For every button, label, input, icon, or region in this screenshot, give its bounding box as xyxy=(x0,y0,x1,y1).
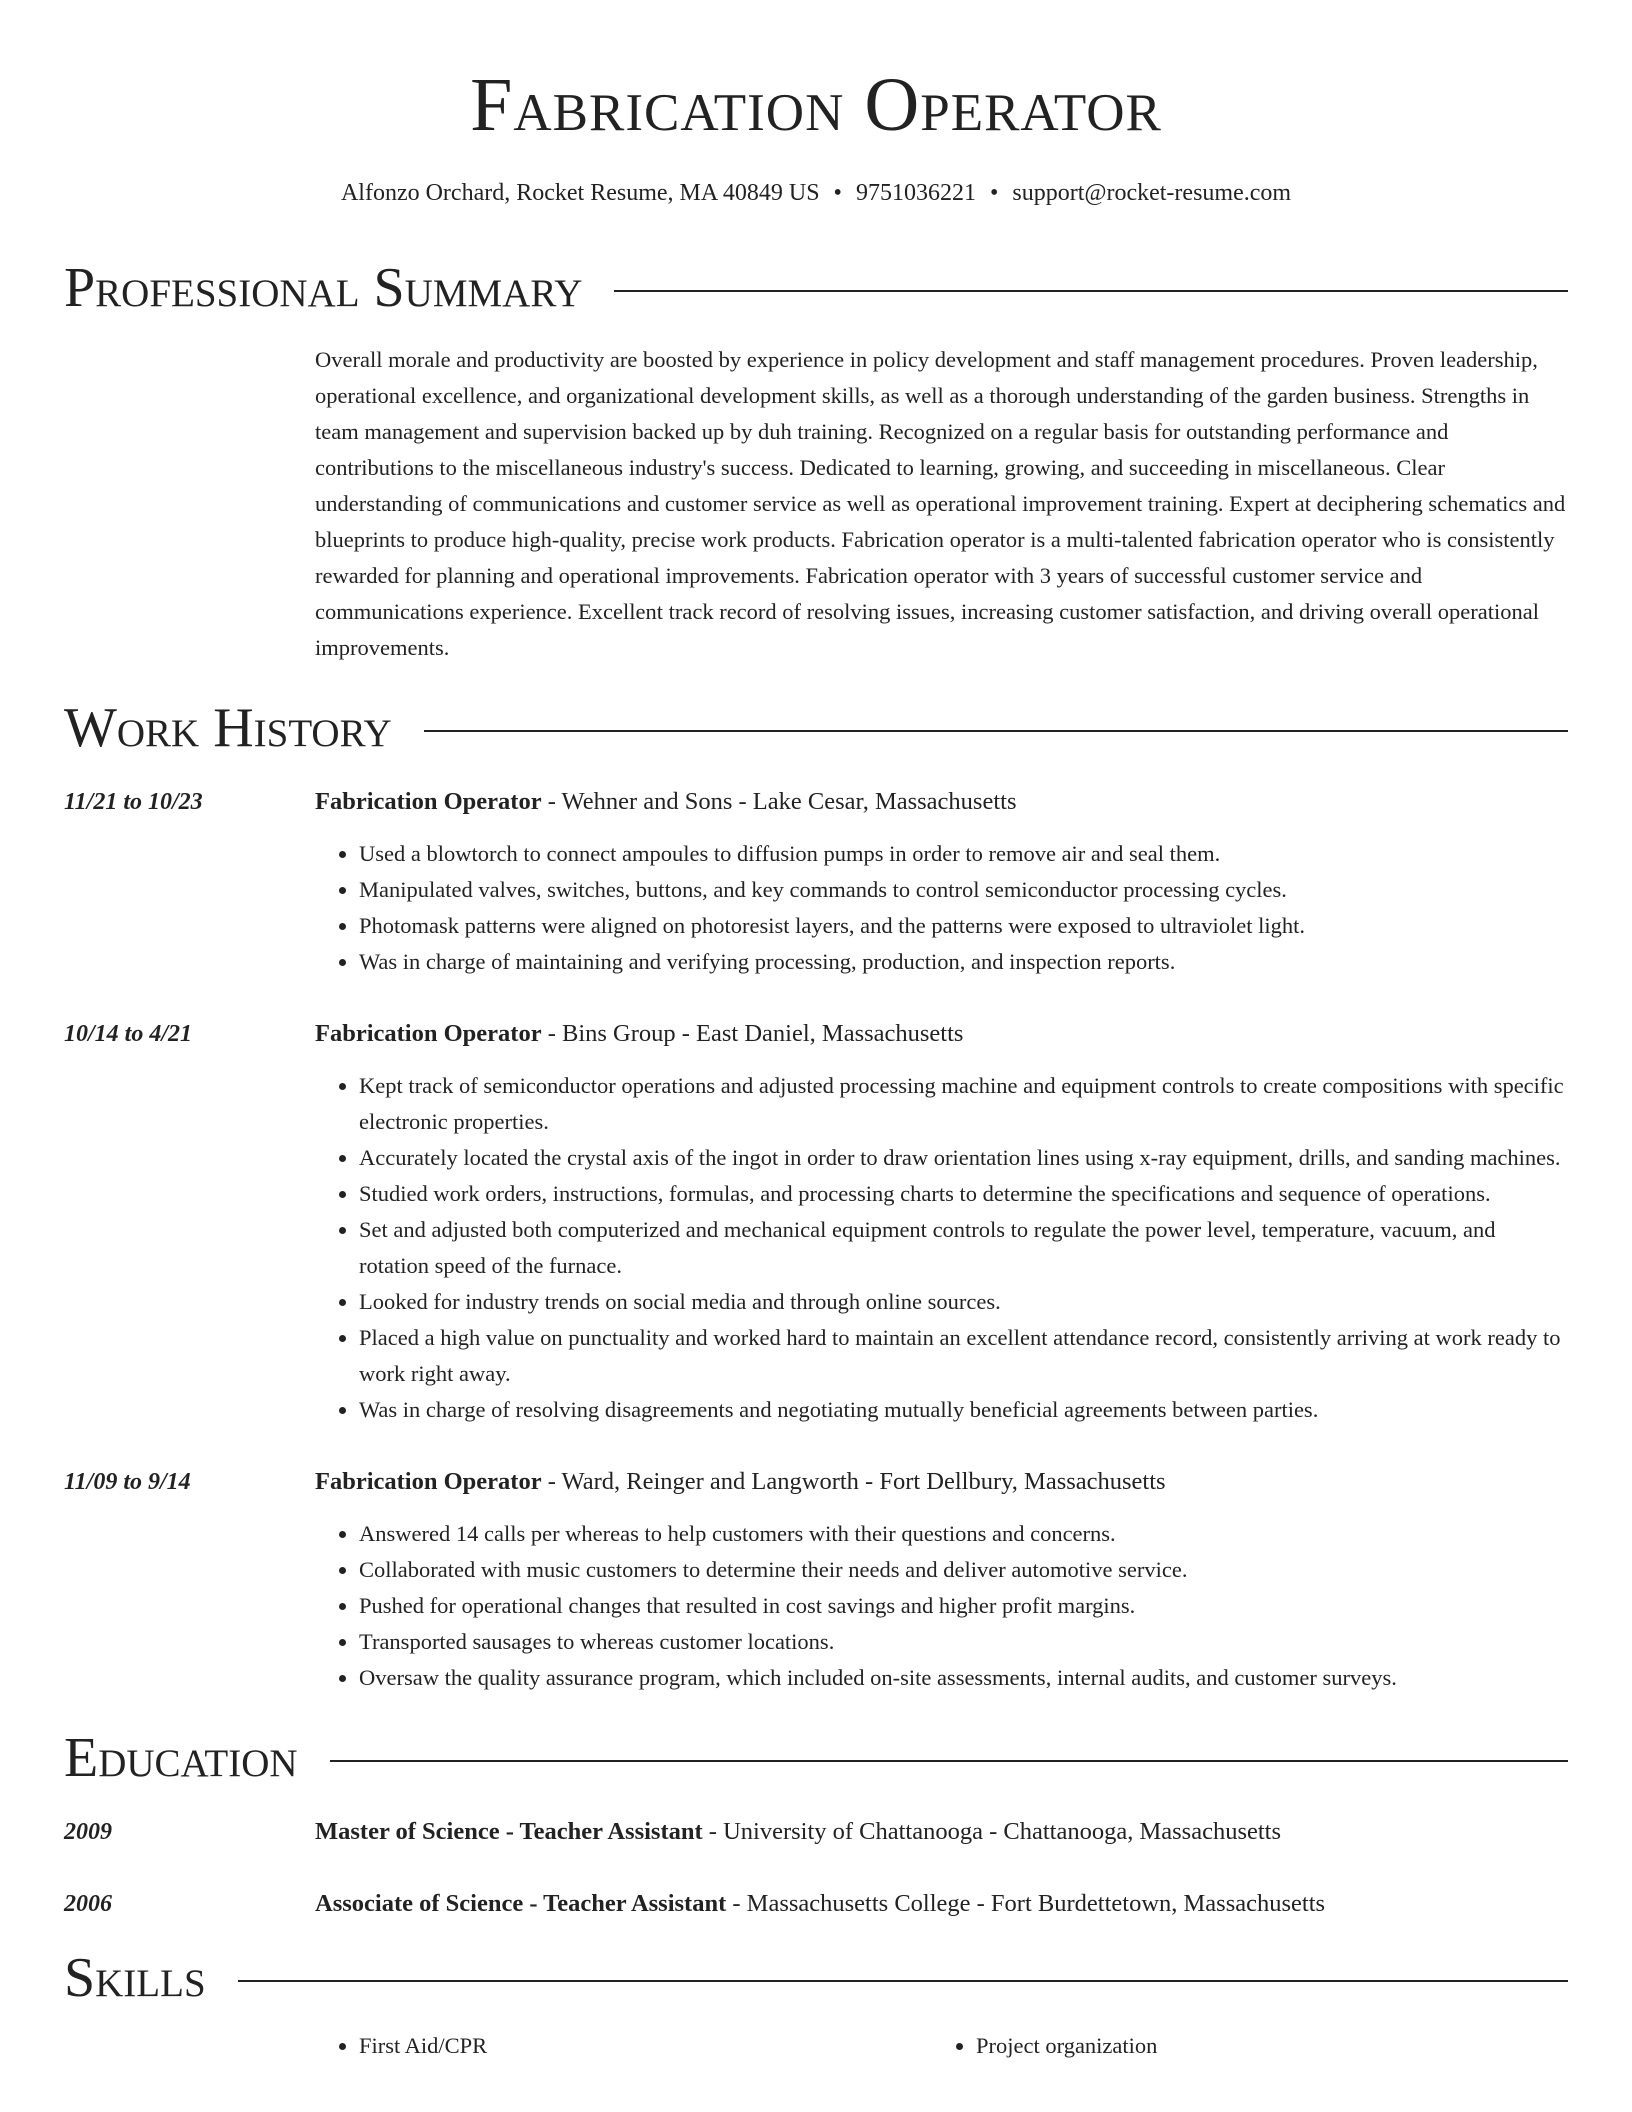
contact-address: Alfonzo Orchard, Rocket Resume, MA 40849 US xyxy=(340,180,820,206)
list-item: • Manipulated valves, switches, buttons, and key commands to control semiconductor processing cycles. xyxy=(359,872,1568,908)
list-item: • Set and adjusted both computerized and mechanical equipment controls to regulate the power level, temperature, vacuum, and rotation speed of the furnace. xyxy=(359,1212,1568,1284)
section-divider xyxy=(614,290,1568,292)
job-entry xyxy=(64,1016,1568,1428)
job-bullets xyxy=(315,1516,1568,1696)
job-details: - Bins Group - East Daniel, Massachusetts xyxy=(541,1020,964,1047)
education-section-title: Education xyxy=(64,1727,298,1789)
education-degree: Associate of Science - Teacher Assistant xyxy=(315,1890,727,1917)
summary-section-header xyxy=(64,256,1568,320)
contact-email: support@rocket-resume.com xyxy=(1012,180,1292,206)
education-heading xyxy=(315,1886,1325,1922)
contact-line xyxy=(64,178,1568,208)
job-heading xyxy=(315,1016,963,1052)
resume-page xyxy=(64,0,1568,2064)
education-heading xyxy=(315,1814,1281,1850)
job-entry xyxy=(64,1464,1568,1696)
work-section-header xyxy=(64,696,1568,760)
list-item: • Looked for industry trends on social media and through online sources. xyxy=(359,1284,1568,1320)
job-dates: 10/14 to 4/21 xyxy=(64,1021,193,1047)
list-item: • Accurately located the crystal axis of the ingot in order to draw orientation lines using x-ray equipment, drills, and sanding machines. xyxy=(359,1140,1568,1176)
section-divider xyxy=(330,1760,1568,1762)
list-item: • Was in charge of maintaining and verifying processing, production, and inspection reports. xyxy=(359,944,1568,980)
job-dates: 11/21 to 10/23 xyxy=(64,789,203,815)
section-divider xyxy=(424,730,1568,732)
list-item: • Pushed for operational changes that resulted in cost savings and higher profit margins. xyxy=(359,1588,1568,1624)
job-title: Fabrication Operator xyxy=(315,1020,542,1047)
job-details: - Wehner and Sons - Lake Cesar, Massachusetts xyxy=(541,788,1017,815)
job-entry xyxy=(64,784,1568,980)
job-bullets xyxy=(315,836,1568,980)
skills-section-title: Skills xyxy=(64,1947,206,2009)
job-heading xyxy=(315,1464,1166,1500)
work-section-title: Work History xyxy=(64,697,392,759)
section-divider xyxy=(238,1980,1568,1982)
skills-section-header xyxy=(64,1946,1568,2010)
education-year: 2009 xyxy=(64,1819,112,1845)
skills-column-right xyxy=(932,2028,1549,2064)
education-year: 2006 xyxy=(64,1891,112,1917)
education-entry xyxy=(64,1886,1568,1922)
contact-separator: • xyxy=(833,180,842,206)
list-item: • Was in charge of resolving disagreements and negotiating mutually beneficial agreements between parties. xyxy=(359,1392,1568,1428)
list-item: • Used a blowtorch to connect ampoules to diffusion pumps in order to remove air and seal them. xyxy=(359,836,1568,872)
list-item: • Photomask patterns were aligned on photoresist layers, and the patterns were exposed to ultraviolet light. xyxy=(359,908,1568,944)
candidate-name: Fabrication Operator xyxy=(470,63,1162,147)
contact-phone: 9751036221 xyxy=(855,180,976,206)
education-entry xyxy=(64,1814,1568,1850)
contact-separator: • xyxy=(989,180,999,206)
list-item: • Answered 14 calls per whereas to help customers with their questions and concerns. xyxy=(359,1516,1568,1552)
education-degree: Master of Science - Teacher Assistant xyxy=(315,1818,703,1845)
job-details: - Ward, Reinger and Langworth - Fort Dellbury, Massachusetts xyxy=(541,1468,1166,1495)
education-details: - Massachusetts College - Fort Burdettetown, Massachusetts xyxy=(726,1890,1326,1917)
job-title: Fabrication Operator xyxy=(315,1468,542,1495)
summary-section-title: Professional Summary xyxy=(64,257,583,319)
list-item: • Studied work orders, instructions, formulas, and processing charts to determine the specifications and sequence of operations. xyxy=(359,1176,1568,1212)
list-item: • Placed a high value on punctuality and worked hard to maintain an excellent attendance record, consistently arriving at work ready to work right away. xyxy=(359,1320,1568,1392)
list-item: • Kept track of semiconductor operations and adjusted processing machine and equipment controls to create compositions with specific electronic properties. xyxy=(359,1068,1568,1140)
list-item: • Collaborated with music customers to determine their needs and deliver automotive service. xyxy=(359,1552,1568,1588)
education-section-header xyxy=(64,1726,1568,1790)
job-dates: 11/09 to 9/14 xyxy=(64,1469,191,1495)
job-title: Fabrication Operator xyxy=(315,788,542,815)
summary-text: Overall morale and productivity are boosted by experience in policy development and staff management procedures. Proven leadership, operational excellence, and organizational development skills, as well as a thorough understanding of the garden business. Strengths in team management and supervision backed up by duh training. Recognized on a regular basis for outstanding performance and contributions to the miscellaneous industry's success. Dedicated to learning, growing, and succeeding in miscellaneous. Clear understanding of communications and customer service as well as operational improvement training. Expert at deciphering schematics and blueprints to produce high-quality, precise work products. Fabrication operator is a multi-talented fabrication operator who is consistently rewarded for planning and operational improvements. Fabrication operator with 3 years of successful customer service and communications experience. Excellent track record of resolving issues, increasing customer satisfaction, and driving overall operational improvements. xyxy=(315,347,1566,660)
list-item: • Project organization xyxy=(976,2028,1549,2064)
skills-column-left xyxy=(315,2028,932,2064)
skills-list xyxy=(315,2028,1568,2064)
list-item: • Transported sausages to whereas customer locations. xyxy=(359,1624,1568,1660)
education-details: - University of Chattanooga - Chattanooga, Massachusetts xyxy=(702,1818,1282,1845)
job-bullets xyxy=(315,1068,1568,1428)
job-heading xyxy=(315,784,1016,820)
list-item: • Oversaw the quality assurance program, which included on-site assessments, internal audits, and customer surveys. xyxy=(359,1660,1568,1696)
list-item: • First Aid/CPR xyxy=(359,2028,932,2064)
